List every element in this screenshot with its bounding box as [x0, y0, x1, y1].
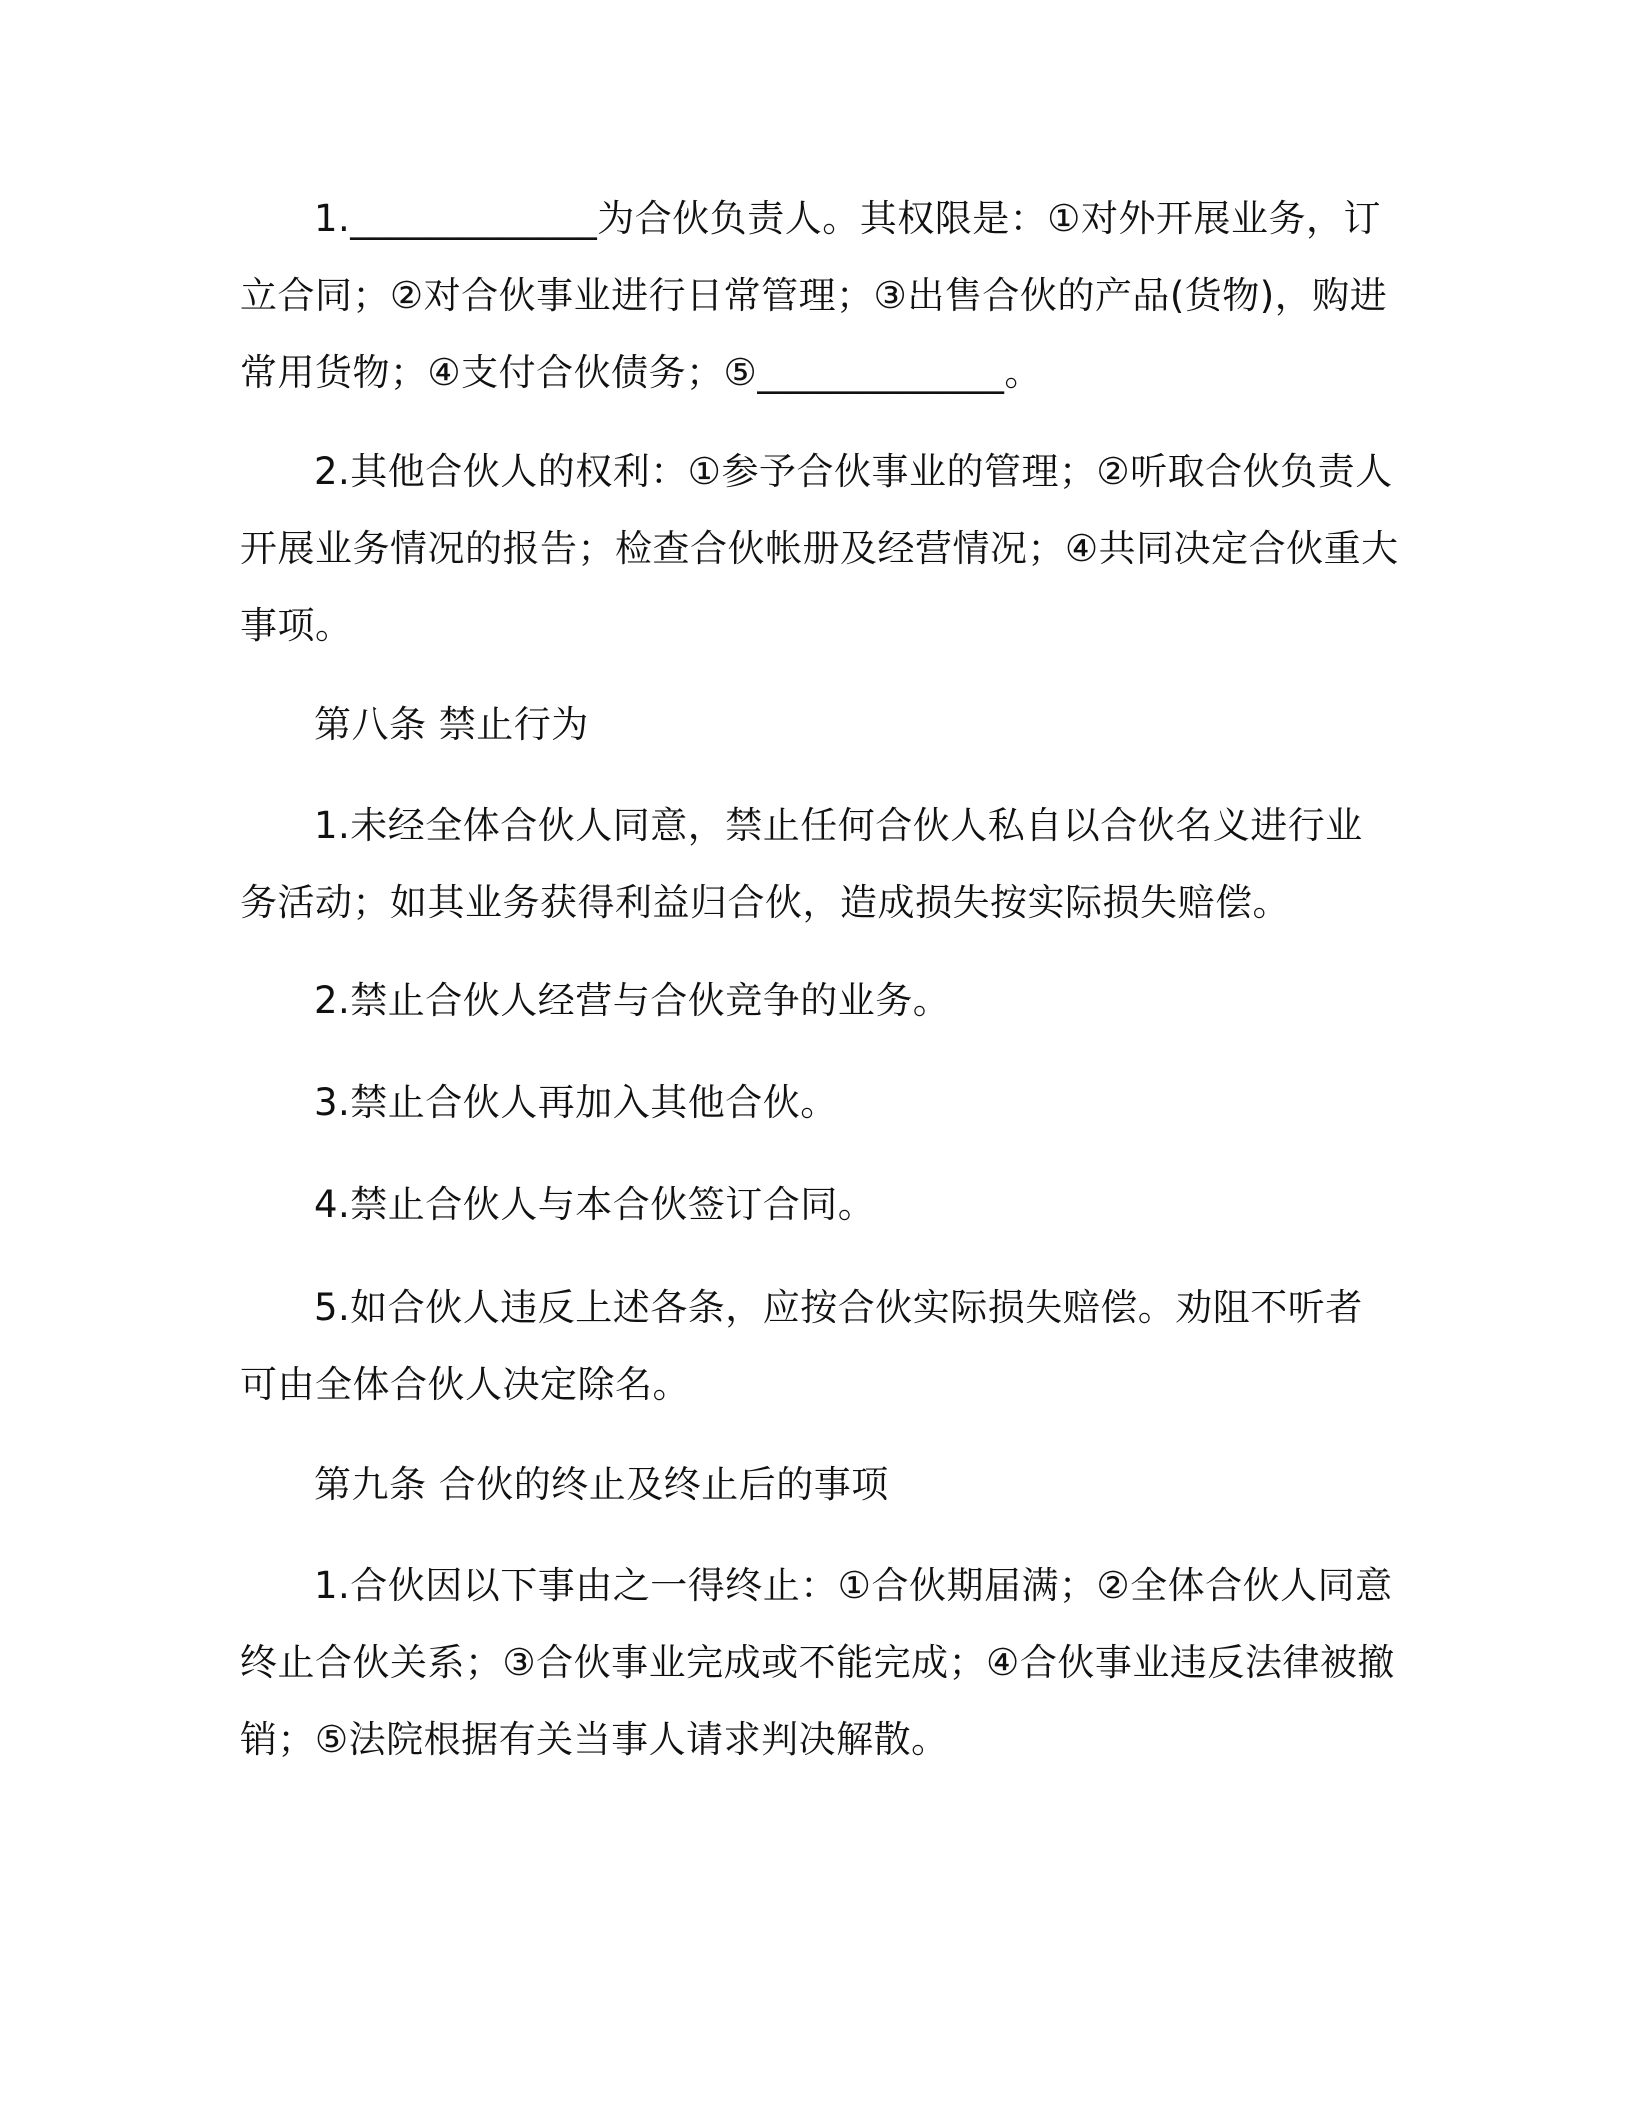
- paragraph-prohibition-5: 5.如合伙人违反上述各条，应按合伙实际损失赔偿。劝阻不听者可由全体合伙人决定除名。: [240, 1286, 1363, 1406]
- paragraph-termination-causes: 1.合伙因以下事由之一得终止：①合伙期届满；②全体合伙人同意终止合伙关系；③合伙事业完成或不能完成；④合伙事业违反法律被撤销；⑤法院根据有关当事人请求判决解散。: [240, 1564, 1395, 1761]
- paragraph-prohibition-4: 4.禁止合伙人与本合伙签订合同。: [314, 1183, 876, 1226]
- paragraph-prohibition-2: 2.禁止合伙人经营与合伙竞争的业务。: [314, 979, 951, 1022]
- paragraph-other-partner-rights: 2.其他合伙人的权利：①参予合伙事业的管理；②听取合伙负责人开展业务情况的报告；检查合伙帐册及经营情况；④共同决定合伙重大事项。: [240, 450, 1399, 647]
- paragraph-prohibition-3: 3.禁止合伙人再加入其他合伙。: [314, 1081, 838, 1124]
- paragraph-prohibition-1: 1.未经全体合伙人同意，禁止任何合伙人私自以合伙名义进行业务活动；如其业务获得利益归合伙，造成损失按实际损失赔偿。: [240, 804, 1363, 924]
- paragraph-responsible-partner: 1._____________为合伙负责人。其权限是：①对外开展业务，订立合同；②对合伙事业进行日常管理；③出售合伙的产品(货物)，购进常用货物；④支付合伙债务；⑤_____________。: [240, 197, 1388, 394]
- heading-article-8: 第八条 禁止行为: [314, 703, 589, 746]
- heading-article-9: 第九条 合伙的终止及终止后的事项: [314, 1463, 889, 1506]
